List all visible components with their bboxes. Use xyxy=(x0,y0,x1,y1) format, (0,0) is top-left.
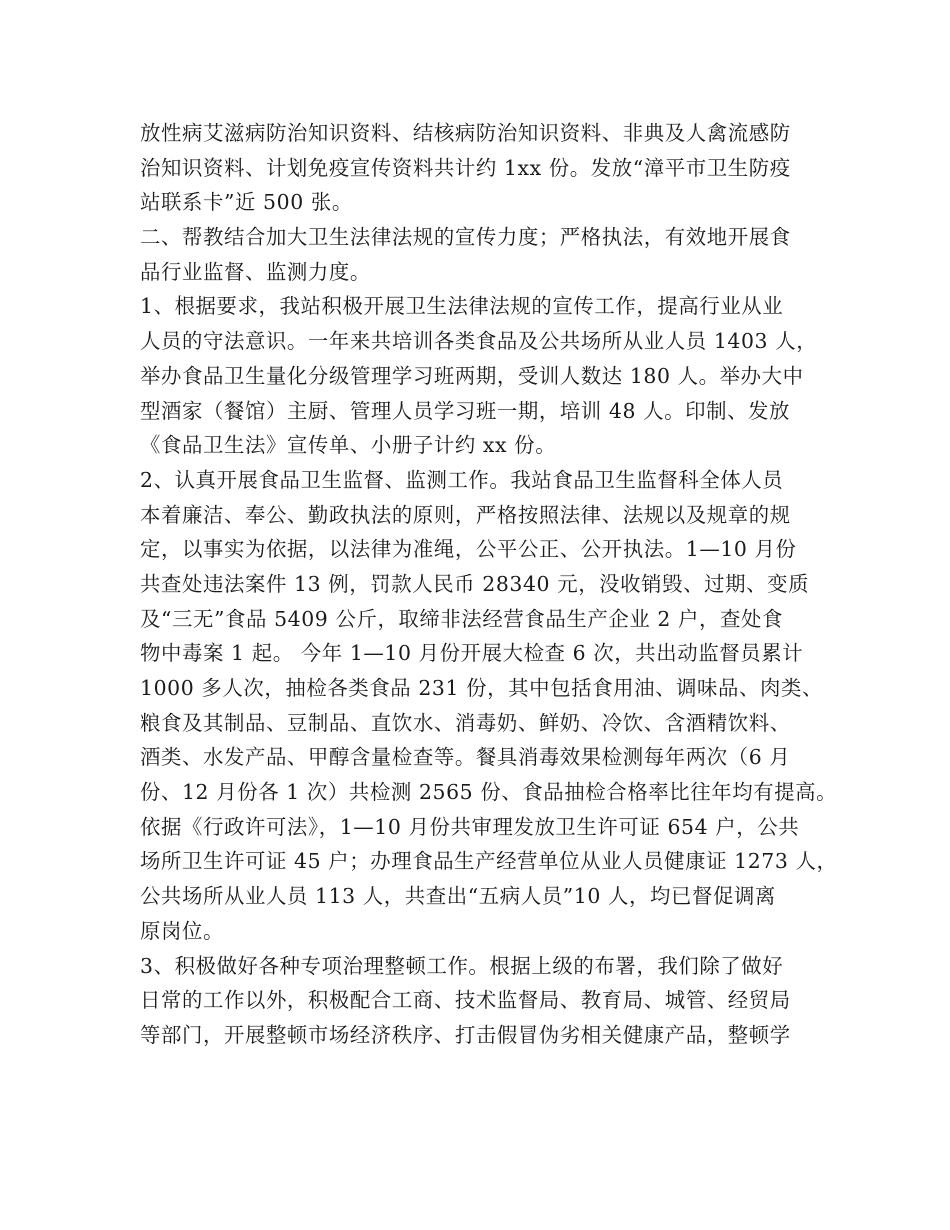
text-line: 酒类、水发产品、甲醇含量检查等。餐具消毒效果检测每年两次（6 月 xyxy=(140,745,791,770)
text-line: 粮食及其制品、豆制品、直饮水、消毒奶、鲜奶、冷饮、含酒精饮料、 xyxy=(140,710,791,735)
section-heading-line: 品行业监督、监测力度。 xyxy=(140,259,371,284)
text-line: 3、积极做好各种专项治理整顿工作。根据上级的布署，我们除了做好 xyxy=(140,953,784,978)
text-line: 《食品卫生法》宣传单、小册子计约 xx 份。 xyxy=(140,433,557,458)
text-line: 等部门，开展整顿市场经济秩序、打击假冒伪劣相关健康产品，整顿学 xyxy=(140,1022,791,1047)
text-line: 本着廉洁、奉公、勤政执法的原则，严格按照法律、法规以及规章的规 xyxy=(140,502,791,527)
body-text xyxy=(140,116,838,1053)
text-line: 物中毒案 1 起。 今年 1—10 月份开展大检查 6 次，共出动监督员累计 xyxy=(140,641,804,666)
text-line: 定，以事实为依据，以法律为准绳，公平公正、公开执法。1—10 月份 xyxy=(140,537,797,562)
text-line: 人员的守法意识。一年来共培训各类食品及公共场所从业人员 1403 人， xyxy=(140,329,818,354)
text-line: 份、12 月份各 1 次）共检测 2565 份、食品抽检合格率比往年均有提高。 xyxy=(140,780,838,805)
text-line: 公共场所从业人员 113 人，共查出“五病人员”10 人，均已督促调离 xyxy=(140,884,776,909)
section-heading-line: 二、帮教结合加大卫生法律法规的宣传力度；严格执法，有效地开展食 xyxy=(140,225,791,250)
text-line: 站联系卡”近 500 张。 xyxy=(140,190,353,215)
text-line: 原岗位。 xyxy=(140,918,224,943)
text-line: 治知识资料、计划免疫宣传资料共计约 1xx 份。发放“漳平市卫生防疫 xyxy=(140,155,791,180)
text-line: 放性病艾滋病防治知识资料、结核病防治知识资料、非典及人禽流感防 xyxy=(140,121,791,145)
text-line: 1000 多人次，抽检各类食品 231 份，其中包括食用油、调味品、肉类、 xyxy=(140,676,824,700)
text-line: 场所卫生许可证 45 户；办理食品生产经营单位从业人员健康证 1273 人， xyxy=(140,849,838,874)
text-line: 及“三无”食品 5409 公斤，取缔非法经营食品生产企业 2 户，查处食 xyxy=(140,606,784,631)
text-line: 型酒家（餐馆）主厨、管理人员学习班一期，培训 48 人。印制、发放 xyxy=(140,398,791,423)
text-line: 依据《行政许可法》，1—10 月份共审理发放卫生许可证 654 户，公共 xyxy=(140,814,800,839)
text-line: 共查处违法案件 13 例，罚款人民币 28340 元，没收销毁、过期、变质 xyxy=(140,571,810,596)
text-line: 日常的工作以外，积极配合工商、技术监督局、教育局、城管、经贸局 xyxy=(140,988,791,1013)
text-line: 2、认真开展食品卫生监督、监测工作。我站食品卫生监督科全体人员 xyxy=(140,467,784,492)
text-line: 举办食品卫生量化分级管理学习班两期，受训人数达 180 人。举办大中 xyxy=(140,363,804,388)
text-line: 1、根据要求，我站积极开展卫生法律法规的宣传工作，提高行业从业 xyxy=(140,294,784,319)
